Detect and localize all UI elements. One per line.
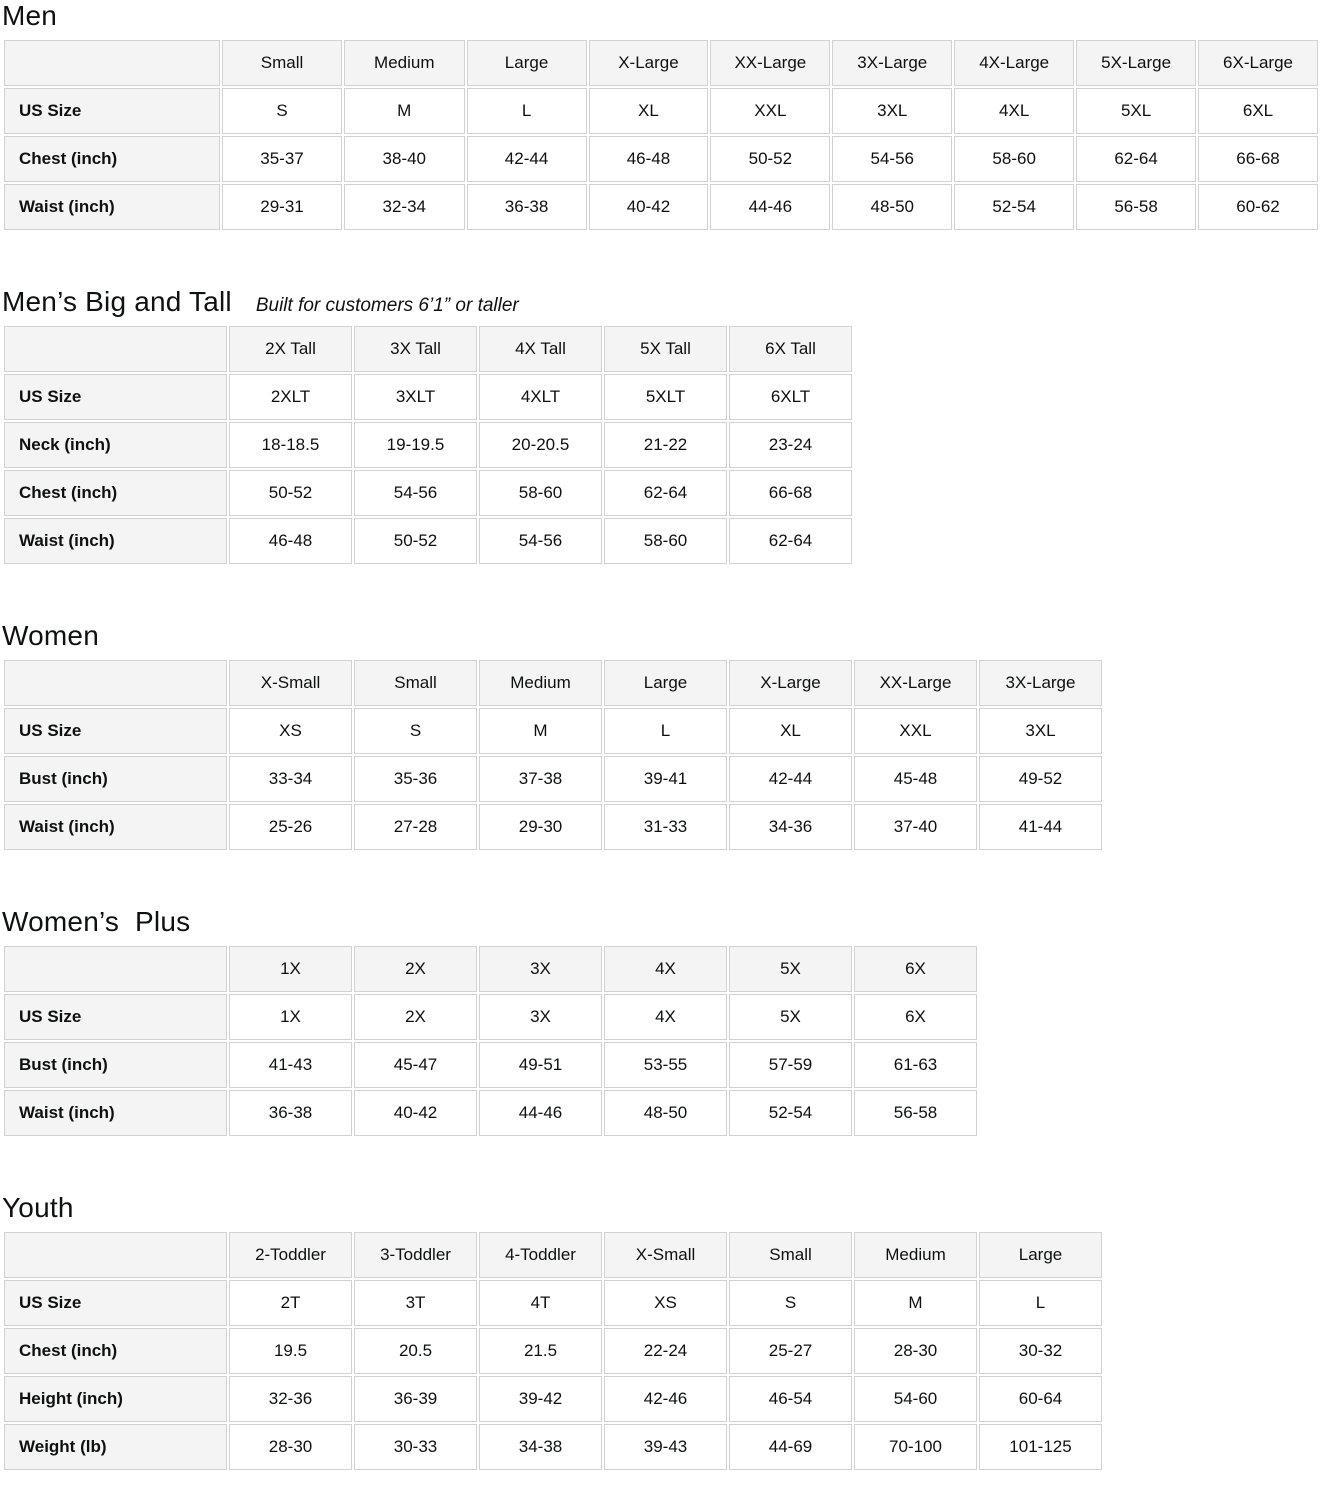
column-header-cell: 6X <box>854 946 977 992</box>
corner-cell <box>4 946 227 992</box>
row-label-cell: Bust (inch) <box>4 1042 227 1088</box>
value-cell: 39-41 <box>604 756 727 802</box>
value-cell: 40-42 <box>589 184 709 230</box>
value-cell: 48-50 <box>604 1090 727 1136</box>
table-row <box>4 1424 1102 1470</box>
value-cell: 44-46 <box>479 1090 602 1136</box>
value-cell: 32-34 <box>344 184 465 230</box>
row-label-cell: US Size <box>4 1280 227 1326</box>
value-cell: XXL <box>710 88 830 134</box>
value-cell: 19.5 <box>229 1328 352 1374</box>
column-header-cell: 3X-Large <box>832 40 952 86</box>
value-cell: XS <box>229 708 352 754</box>
column-header-cell: Small <box>354 660 477 706</box>
value-cell: 25-27 <box>729 1328 852 1374</box>
column-header-cell: 3X Tall <box>354 326 477 372</box>
value-cell: 58-60 <box>604 518 727 564</box>
column-header-cell: 3X <box>479 946 602 992</box>
column-header-cell: X-Large <box>589 40 709 86</box>
value-cell: 23-24 <box>729 422 852 468</box>
value-cell: 54-56 <box>832 136 952 182</box>
corner-cell <box>4 1232 227 1278</box>
column-header-row <box>4 326 852 372</box>
row-label-cell: Waist (inch) <box>4 518 227 564</box>
value-cell: 60-64 <box>979 1376 1102 1422</box>
value-cell: 3XL <box>832 88 952 134</box>
value-cell: 18-18.5 <box>229 422 352 468</box>
value-cell: L <box>604 708 727 754</box>
table-row <box>4 518 852 564</box>
value-cell: S <box>354 708 477 754</box>
column-header-cell: Large <box>604 660 727 706</box>
section-womens-plus-title-row <box>2 906 1320 938</box>
column-header-cell: 4X <box>604 946 727 992</box>
section-women <box>2 620 1320 852</box>
value-cell: 66-68 <box>729 470 852 516</box>
column-header-cell: 1X <box>229 946 352 992</box>
value-cell: XXL <box>854 708 977 754</box>
row-label-cell: Chest (inch) <box>4 470 227 516</box>
value-cell: 57-59 <box>729 1042 852 1088</box>
value-cell: 49-51 <box>479 1042 602 1088</box>
value-cell: 37-40 <box>854 804 977 850</box>
value-cell: 4XL <box>954 88 1074 134</box>
value-cell: 46-48 <box>229 518 352 564</box>
column-header-cell: 5X Tall <box>604 326 727 372</box>
table-row <box>4 374 852 420</box>
value-cell: 50-52 <box>229 470 352 516</box>
value-cell: XL <box>589 88 709 134</box>
value-cell: 39-43 <box>604 1424 727 1470</box>
table-row <box>4 88 1318 134</box>
column-header-row <box>4 1232 1102 1278</box>
value-cell: 3XLT <box>354 374 477 420</box>
value-cell: M <box>344 88 465 134</box>
value-cell: S <box>729 1280 852 1326</box>
value-cell: 40-42 <box>354 1090 477 1136</box>
size-table <box>2 324 854 566</box>
corner-cell <box>4 326 227 372</box>
row-label-cell: Waist (inch) <box>4 184 220 230</box>
value-cell: 1X <box>229 994 352 1040</box>
value-cell: 34-36 <box>729 804 852 850</box>
value-cell: 54-56 <box>479 518 602 564</box>
size-table <box>2 944 979 1138</box>
section-title: Men <box>2 0 58 31</box>
value-cell: 45-48 <box>854 756 977 802</box>
value-cell: 36-38 <box>229 1090 352 1136</box>
value-cell: 62-64 <box>604 470 727 516</box>
value-cell: 25-26 <box>229 804 352 850</box>
section-men <box>2 0 1320 232</box>
size-table <box>2 1230 1104 1472</box>
value-cell: 66-68 <box>1198 136 1318 182</box>
row-label-cell: Chest (inch) <box>4 136 220 182</box>
section-title: Men’s Big and Tall <box>2 286 232 317</box>
row-label-cell: Waist (inch) <box>4 804 227 850</box>
section-men-title-row <box>2 0 1320 32</box>
column-header-cell: 4X Tall <box>479 326 602 372</box>
section-title: Women’s Plus <box>2 906 191 937</box>
value-cell: 6X <box>854 994 977 1040</box>
column-header-cell: 6X Tall <box>729 326 852 372</box>
value-cell: 58-60 <box>954 136 1074 182</box>
corner-cell <box>4 660 227 706</box>
column-header-cell: Small <box>729 1232 852 1278</box>
value-cell: 5XLT <box>604 374 727 420</box>
value-cell: 38-40 <box>344 136 465 182</box>
column-header-cell: XX-Large <box>710 40 830 86</box>
column-header-cell: Medium <box>344 40 465 86</box>
section-subtitle: Built for customers 6’1” or taller <box>255 295 519 316</box>
value-cell: 20-20.5 <box>479 422 602 468</box>
value-cell: 50-52 <box>354 518 477 564</box>
column-header-cell: X-Small <box>604 1232 727 1278</box>
value-cell: S <box>222 88 342 134</box>
value-cell: 58-60 <box>479 470 602 516</box>
value-cell: 50-52 <box>710 136 830 182</box>
row-label-cell: US Size <box>4 708 227 754</box>
column-header-cell: 4X-Large <box>954 40 1074 86</box>
value-cell: 52-54 <box>954 184 1074 230</box>
value-cell: 62-64 <box>1076 136 1196 182</box>
column-header-row <box>4 946 977 992</box>
value-cell: 2X <box>354 994 477 1040</box>
table-row <box>4 470 852 516</box>
section-mens-big-and-tall <box>2 286 1320 566</box>
value-cell: XL <box>729 708 852 754</box>
value-cell: 29-30 <box>479 804 602 850</box>
table-row <box>4 184 1318 230</box>
value-cell: M <box>854 1280 977 1326</box>
size-table-container <box>2 944 1320 1138</box>
value-cell: 101-125 <box>979 1424 1102 1470</box>
column-header-cell: X-Small <box>229 660 352 706</box>
value-cell: 53-55 <box>604 1042 727 1088</box>
value-cell: 2XLT <box>229 374 352 420</box>
value-cell: 4T <box>479 1280 602 1326</box>
column-header-cell: 3-Toddler <box>354 1232 477 1278</box>
row-label-cell: US Size <box>4 88 220 134</box>
column-header-cell: 2X Tall <box>229 326 352 372</box>
value-cell: 27-28 <box>354 804 477 850</box>
column-header-cell: Medium <box>854 1232 977 1278</box>
value-cell: 28-30 <box>229 1424 352 1470</box>
value-cell: 20.5 <box>354 1328 477 1374</box>
table-row <box>4 1090 977 1136</box>
value-cell: 41-44 <box>979 804 1102 850</box>
value-cell: 36-39 <box>354 1376 477 1422</box>
value-cell: 34-38 <box>479 1424 602 1470</box>
column-header-cell: Large <box>979 1232 1102 1278</box>
column-header-row <box>4 660 1102 706</box>
value-cell: 33-34 <box>229 756 352 802</box>
value-cell: 32-36 <box>229 1376 352 1422</box>
size-table <box>2 38 1320 232</box>
value-cell: 6XL <box>1198 88 1318 134</box>
value-cell: 60-62 <box>1198 184 1318 230</box>
value-cell: 35-36 <box>354 756 477 802</box>
value-cell: 21-22 <box>604 422 727 468</box>
value-cell: 42-46 <box>604 1376 727 1422</box>
value-cell: 56-58 <box>1076 184 1196 230</box>
value-cell: 41-43 <box>229 1042 352 1088</box>
size-table-container <box>2 324 1320 566</box>
value-cell: 42-44 <box>467 136 587 182</box>
section-mens-big-and-tall-title-row <box>2 286 1320 318</box>
size-table-container <box>2 38 1320 232</box>
value-cell: 21.5 <box>479 1328 602 1374</box>
row-label-cell: Weight (lb) <box>4 1424 227 1470</box>
corner-cell <box>4 40 220 86</box>
column-header-cell: XX-Large <box>854 660 977 706</box>
table-row <box>4 1328 1102 1374</box>
value-cell: 46-48 <box>589 136 709 182</box>
column-header-cell: 5X <box>729 946 852 992</box>
size-table-container <box>2 658 1320 852</box>
table-row <box>4 756 1102 802</box>
table-row <box>4 1280 1102 1326</box>
value-cell: 4XLT <box>479 374 602 420</box>
table-row <box>4 136 1318 182</box>
column-header-cell: 2-Toddler <box>229 1232 352 1278</box>
column-header-cell: 2X <box>354 946 477 992</box>
table-row <box>4 1376 1102 1422</box>
value-cell: 39-42 <box>479 1376 602 1422</box>
value-cell: 6XLT <box>729 374 852 420</box>
row-label-cell: US Size <box>4 374 227 420</box>
value-cell: 5XL <box>1076 88 1196 134</box>
value-cell: 19-19.5 <box>354 422 477 468</box>
row-label-cell: Bust (inch) <box>4 756 227 802</box>
value-cell: 30-33 <box>354 1424 477 1470</box>
size-table-container <box>2 1230 1320 1472</box>
column-header-cell: Large <box>467 40 587 86</box>
column-header-row <box>4 40 1318 86</box>
value-cell: 52-54 <box>729 1090 852 1136</box>
row-label-cell: Waist (inch) <box>4 1090 227 1136</box>
value-cell: M <box>479 708 602 754</box>
table-row <box>4 422 852 468</box>
value-cell: L <box>467 88 587 134</box>
value-cell: 44-69 <box>729 1424 852 1470</box>
value-cell: 36-38 <box>467 184 587 230</box>
value-cell: 44-46 <box>710 184 830 230</box>
table-row <box>4 804 1102 850</box>
value-cell: 4X <box>604 994 727 1040</box>
value-cell: 56-58 <box>854 1090 977 1136</box>
value-cell: 35-37 <box>222 136 342 182</box>
column-header-cell: 5X-Large <box>1076 40 1196 86</box>
column-header-cell: Medium <box>479 660 602 706</box>
column-header-cell: X-Large <box>729 660 852 706</box>
section-womens-plus <box>2 906 1320 1138</box>
value-cell: 2T <box>229 1280 352 1326</box>
value-cell: 70-100 <box>854 1424 977 1470</box>
value-cell: 31-33 <box>604 804 727 850</box>
value-cell: L <box>979 1280 1102 1326</box>
value-cell: 46-54 <box>729 1376 852 1422</box>
column-header-cell: 3X-Large <box>979 660 1102 706</box>
value-cell: 3XL <box>979 708 1102 754</box>
value-cell: 54-56 <box>354 470 477 516</box>
value-cell: 28-30 <box>854 1328 977 1374</box>
value-cell: 3T <box>354 1280 477 1326</box>
section-women-title-row <box>2 620 1320 652</box>
value-cell: XS <box>604 1280 727 1326</box>
value-cell: 49-52 <box>979 756 1102 802</box>
row-label-cell: Height (inch) <box>4 1376 227 1422</box>
value-cell: 45-47 <box>354 1042 477 1088</box>
value-cell: 29-31 <box>222 184 342 230</box>
value-cell: 61-63 <box>854 1042 977 1088</box>
value-cell: 54-60 <box>854 1376 977 1422</box>
column-header-cell: 4-Toddler <box>479 1232 602 1278</box>
value-cell: 37-38 <box>479 756 602 802</box>
column-header-cell: 6X-Large <box>1198 40 1318 86</box>
value-cell: 42-44 <box>729 756 852 802</box>
table-row <box>4 994 977 1040</box>
size-table <box>2 658 1104 852</box>
value-cell: 30-32 <box>979 1328 1102 1374</box>
column-header-cell: Small <box>222 40 342 86</box>
section-youth <box>2 1192 1320 1472</box>
section-youth-title-row <box>2 1192 1320 1224</box>
value-cell: 22-24 <box>604 1328 727 1374</box>
table-row <box>4 1042 977 1088</box>
row-label-cell: Chest (inch) <box>4 1328 227 1374</box>
section-title: Youth <box>2 1192 74 1223</box>
row-label-cell: Neck (inch) <box>4 422 227 468</box>
row-label-cell: US Size <box>4 994 227 1040</box>
table-row <box>4 708 1102 754</box>
value-cell: 62-64 <box>729 518 852 564</box>
section-title: Women <box>2 620 99 651</box>
value-cell: 5X <box>729 994 852 1040</box>
value-cell: 3X <box>479 994 602 1040</box>
value-cell: 48-50 <box>832 184 952 230</box>
